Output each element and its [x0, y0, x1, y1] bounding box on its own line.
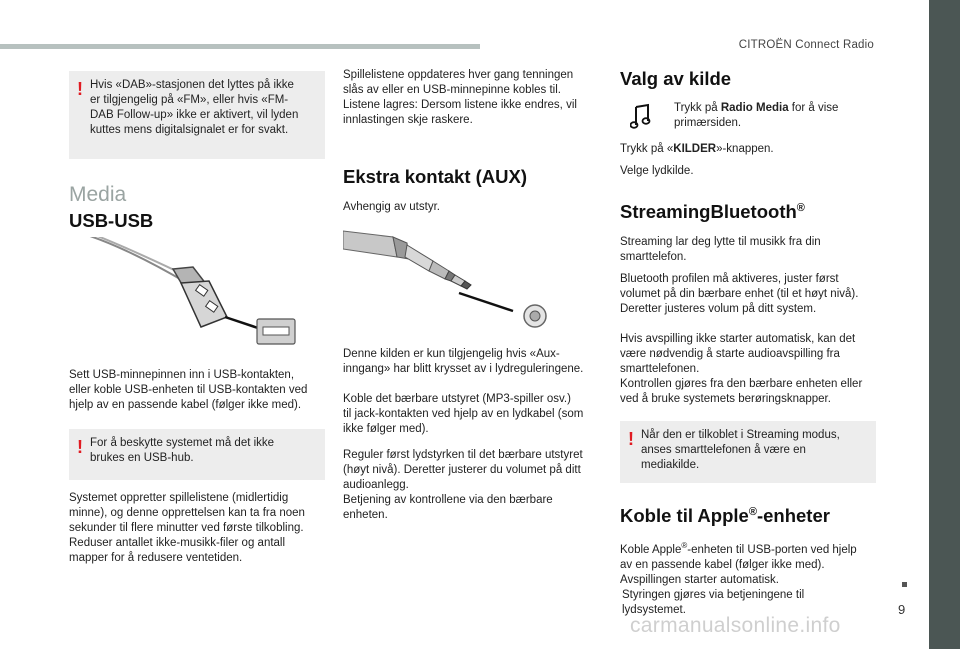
note-line: brukes en USB-hub. [90, 452, 194, 464]
text-line: Trykk på Radio Media for å vise [674, 102, 839, 114]
text-line: ved å bruke systemets berøringsknapper. [620, 393, 831, 405]
apple-instructions [620, 538, 876, 618]
text-line: Sett USB-minnepinnen inn i USB-kontakten, [69, 369, 295, 381]
text-line: av en passende kabel (følger ikke med). [620, 558, 825, 571]
text-line: minne), og denne opprettelsen kan ta fra noen [69, 507, 305, 519]
text-line: audioanlegg. [343, 479, 409, 491]
playlist-creation-text [69, 491, 325, 566]
text-line: Deretter justeres volum på ditt system. [620, 303, 817, 315]
text-line: Avspillingen starter automatisk. [620, 573, 779, 586]
text-line: primærsiden. [674, 117, 742, 129]
source-step-1 [620, 101, 876, 135]
watermark: carmanualsonline.info [630, 614, 841, 637]
text-line: smarttelefonen. [620, 363, 700, 375]
text-line: Reguler først lydstyrken til det bærbare utstyret [343, 449, 583, 461]
end-of-section-mark [902, 582, 907, 587]
note-line: Når den er tilkoblet i Streaming modus, [641, 429, 840, 441]
source-step-3: Velge lydkilde. [620, 165, 694, 177]
text-line: volumet på din bærbare enhet (til et høyt nivå). [620, 288, 859, 300]
heading-aux: Ekstra kontakt (AUX) [343, 166, 528, 187]
warning-note-dab [69, 71, 325, 159]
header-rule [0, 44, 480, 49]
music-note-icon [630, 103, 652, 129]
column-2 [343, 68, 601, 523]
text-line: sekunder til flere minutter ved første tilkobling. [69, 522, 304, 534]
text-line: Spillelistene oppdateres hver gang tenningen [343, 69, 574, 81]
usb-plug-illustration [69, 237, 325, 352]
section-title-media: Media [69, 183, 127, 206]
aux-availability-text [343, 347, 601, 377]
heading-apple-devices: Koble til Apple®-enheter [620, 505, 830, 526]
heading-source-selection: Valg av kilde [620, 68, 732, 89]
note-line: DAB Follow-up» ikke er aktivert, vil lyden [90, 109, 299, 121]
warning-icon: ! [628, 429, 634, 449]
source-step-2: Trykk på «KILDER»-knappen. [620, 143, 774, 155]
playlist-update-text [343, 68, 601, 128]
text-line: mapper for å redusere ventetiden. [69, 552, 243, 564]
text-line: Reduser antallet ikke-musikk-filer og antall [69, 537, 286, 549]
heading-usb: USB-USB [69, 210, 154, 231]
text-line: Denne kilden er kun tilgjengelig hvis «Aux- [343, 348, 560, 360]
warning-icon: ! [77, 79, 83, 99]
aux-depends-text: Avhengig av utstyr. [343, 201, 440, 213]
text-line: Bluetooth profilen må aktiveres, juster først [620, 273, 839, 285]
text-line: Systemet oppretter spillelistene (midlertidig [69, 492, 289, 504]
text-line: Koble det bærbare utstyret (MP3-spiller osv.) [343, 393, 571, 405]
heading-bluetooth-streaming: StreamingBluetooth® [620, 201, 805, 222]
note-line: mediakilde. [641, 459, 700, 471]
bt-playback-text [620, 332, 876, 407]
column-1 [69, 71, 325, 566]
aux-adjust-text [343, 448, 601, 523]
text-line: Hvis avspilling ikke starter automatisk, kan det [620, 333, 856, 345]
text-line: enheten. [343, 509, 388, 521]
text-line: ikke følger med). [343, 423, 429, 435]
bt-profile-text [620, 272, 876, 317]
text-line: eller koble USB-enheten til USB-kontakten ved [69, 384, 308, 396]
text-line: lydsystemet. [622, 603, 686, 616]
usb-instructions [69, 368, 325, 413]
note-line: Hvis «DAB»-stasjonen det lyttes på ikke [90, 79, 294, 91]
page-number: 9 [898, 602, 906, 617]
text-line: slås av eller en USB-minnepinne kobles til. [343, 84, 561, 96]
note-line: For å beskytte systemet må det ikke [90, 437, 275, 449]
text-line: hjelp av en passende kabel (følger ikke med). [69, 399, 302, 411]
text-line: Streaming lar deg lytte til musikk fra din [620, 236, 821, 248]
text-line: Styringen gjøres via betjeningene til [622, 588, 805, 601]
text-line: Kontrollen gjøres fra den bærbare enheten eller [620, 378, 863, 390]
right-edge-band [929, 0, 960, 649]
text-line: Koble Apple®-enheten til USB-porten ved hjelp [620, 541, 857, 556]
text-line: inngang» har blitt krysset av i lydreguleringene. [343, 363, 584, 375]
column-3 [620, 68, 876, 618]
running-header: CITROËN Connect Radio [738, 39, 874, 51]
text-line: innlastingen skje raskere. [343, 114, 473, 126]
text-line: smarttelefon. [620, 251, 687, 263]
note-line: anses smarttelefonen å være en [641, 444, 806, 456]
bt-intro-text [620, 235, 876, 265]
jack-plug-illustration [343, 223, 601, 333]
text-line: (høyt nivå). Deretter justerer du volumet på ditt [343, 464, 581, 476]
text-line: Betjening av kontrollene via den bærbare [343, 494, 553, 506]
text-line: Listene lagres: Dersom listene ikke endres, vil [343, 99, 577, 111]
warning-note-usb-hub [69, 429, 325, 480]
note-line: kuttes mens digitalsignalet er for svakt. [90, 124, 289, 136]
text-line: være nødvendig å starte audioavspilling fra [620, 348, 840, 360]
note-line: er tilgjengelig på «FM», eller hvis «FM- [90, 94, 289, 106]
text-line: til jack-kontakten ved hjelp av en lydkabel (som [343, 408, 584, 420]
warning-note-streaming [620, 421, 876, 483]
aux-connect-text [343, 392, 601, 437]
warning-icon: ! [77, 437, 83, 457]
